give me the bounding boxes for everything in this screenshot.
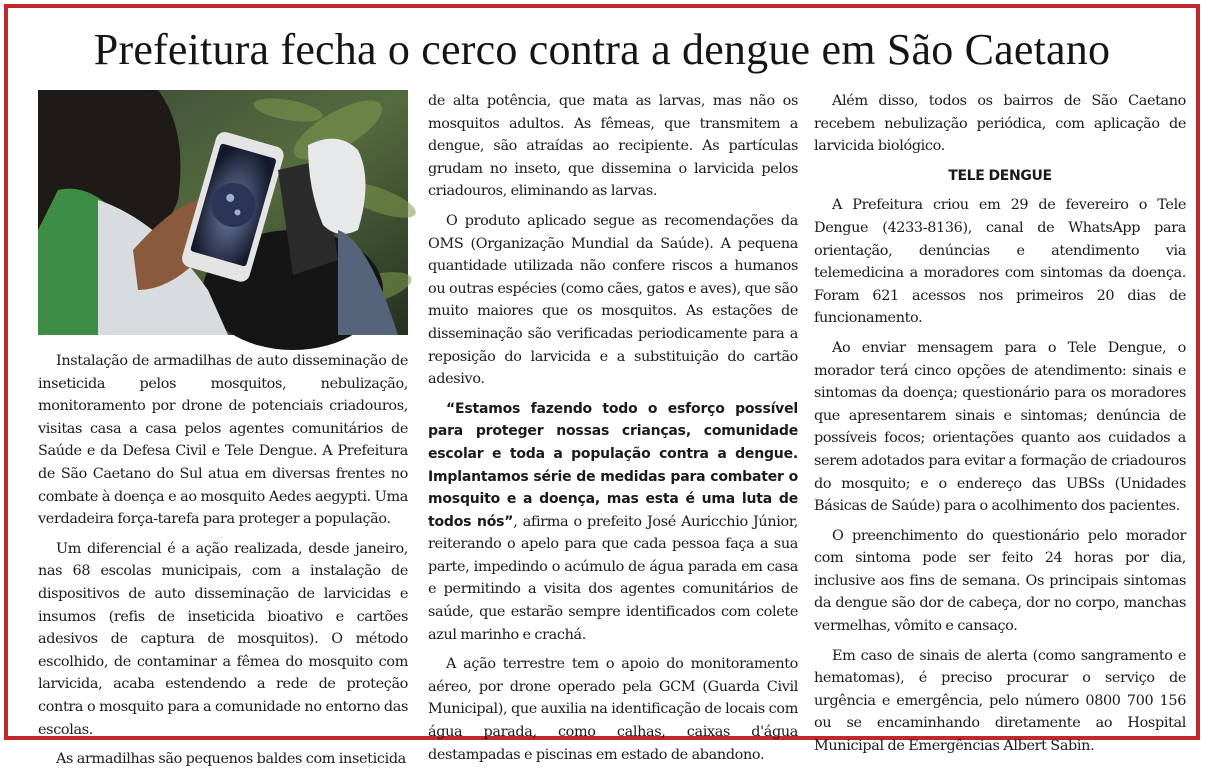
paragraph: O preenchimento do questionário pelo morador com sintoma pode ser feito 24 horas por dia, inclusive aos fins de semana. Os principais sintomas da dengue são dor de cabeça, dor no corpo, manchas vermelhas, vômito e cansaço. (814, 527, 1186, 635)
paragraph: Em caso de sinais de alerta (como sangramento e hematomas), é preciso procurar o serviço de urgência e emergência, pelo número 0800 700 156 ou se encaminhando diretamente ao Hospital Municipal de Emergências Albert Sabin. (814, 647, 1186, 755)
article-frame (4, 4, 1200, 768)
quote-text: “Estamos fazendo todo o esforço possível para proteger nossas crianças, comunidade escolar e toda a população contra a dengue. Implantamos série de medidas para combater o mosquito e a doença, mas esta é uma luta de todos nós” (428, 400, 798, 530)
column-2 (428, 90, 798, 773)
headline: Prefeitura fecha o cerco contra a dengue em São Caetano (93, 25, 1111, 74)
photo-illustration-icon (38, 90, 408, 335)
paragraph: Um diferencial é a ação realizada, desde janeiro, nas 68 escolas municipais, com a instalação de dispositivos de auto disseminação de larvicidas e insumos (refis de inseticida bioativo e cartões adesivos de captura de mosquitos). O método escolhido, de contaminar a fêmea do mosquito com larvicida, acaba estendendo a rede de proteção contra o mosquito para a comunidade no entorno das escolas. (38, 540, 408, 738)
section-subhead: TELE DENGUE (948, 167, 1052, 184)
paragraph: A ação terrestre tem o apoio do monitoramento aéreo, por drone operado pela GCM (Guarda Civil Municipal), que auxilia na identificação de locais com água parada, como calhas, caixas d'água destampadas e piscinas em estado de abandono. (428, 656, 798, 763)
paragraph: de alta potência, que mata as larvas, mas não os mosquitos adultos. As fêmeas, que transmitem a dengue, são atraídas ao recipiente. As partículas grudam no inseto, que dissemina o larvicida pelos criadouros, eliminando as larvas. (428, 93, 798, 200)
paragraph: Ao enviar mensagem para o Tele Dengue, o morador terá cinco opções de atendimento: sinais e sintomas da doença; questionário para os moradores que apresentarem sinais e sintomas; denúncia de possíveis focos; orientações quanto aos cuidados a serem adotados para evitar a formação de criadouros do mosquito; e o endereço das UBSs (Unidades Básicas de Saúde) para o acolhimento dos pacientes. (814, 339, 1186, 515)
paragraph: Instalação de armadilhas de auto disseminação de inseticida pelos mosquitos, nebulização, monitoramento por drone de potenciais criadouros, visitas casa a casa pelos agentes comunitários de Saúde e da Defesa Civil e Tele Dengue. A Prefeitura de São Caetano do Sul atua em diversas frentes no combate à doença e ao mosquito Aedes aegypti. Uma verdadeira força-tarefa para proteger a população. (38, 353, 408, 528)
quote-paragraph (428, 398, 798, 647)
paragraph: O produto aplicado segue as recomendações da OMS (Organização Mundial da Saúde). A pequena quantidade utilizada não confere riscos a humanos ou outras espécies (como cães, gatos e aves), que são muito maiores que os mosquitos. As estações de disseminação são verificadas periodicamente para a reposição do larvicida e a substituição do cartão adesivo. (428, 212, 798, 388)
column-3 (814, 90, 1186, 765)
photo-illustration (38, 90, 408, 335)
quote-attribution: , afirma o prefeito José Auricchio Júnior, reiterando o apelo para que cada pessoa faça a sua parte, impedindo o acúmulo de água parada em casa e permitindo a visita dos agentes comunitários de saúde, que estarão sempre identificados com colete azul marinho e crachá. (428, 513, 799, 643)
paragraph: A Prefeitura criou em 29 de fevereiro o Tele Dengue (4233-8136), canal de WhatsApp para orientação, denúncias e atendimento via telemedicina a moradores com sintomas da doença. Foram 621 acessos nos primeiros 20 dias de funcionamento. (814, 197, 1186, 327)
paragraph: As armadilhas são pequenos baldes com inseticida (56, 751, 406, 768)
column-1-text (38, 350, 408, 771)
column-1 (38, 90, 408, 778)
paragraph: Além disso, todos os bairros de São Caetano recebem nebulização periódica, com aplicação de larvicida biológico. (814, 93, 1186, 155)
